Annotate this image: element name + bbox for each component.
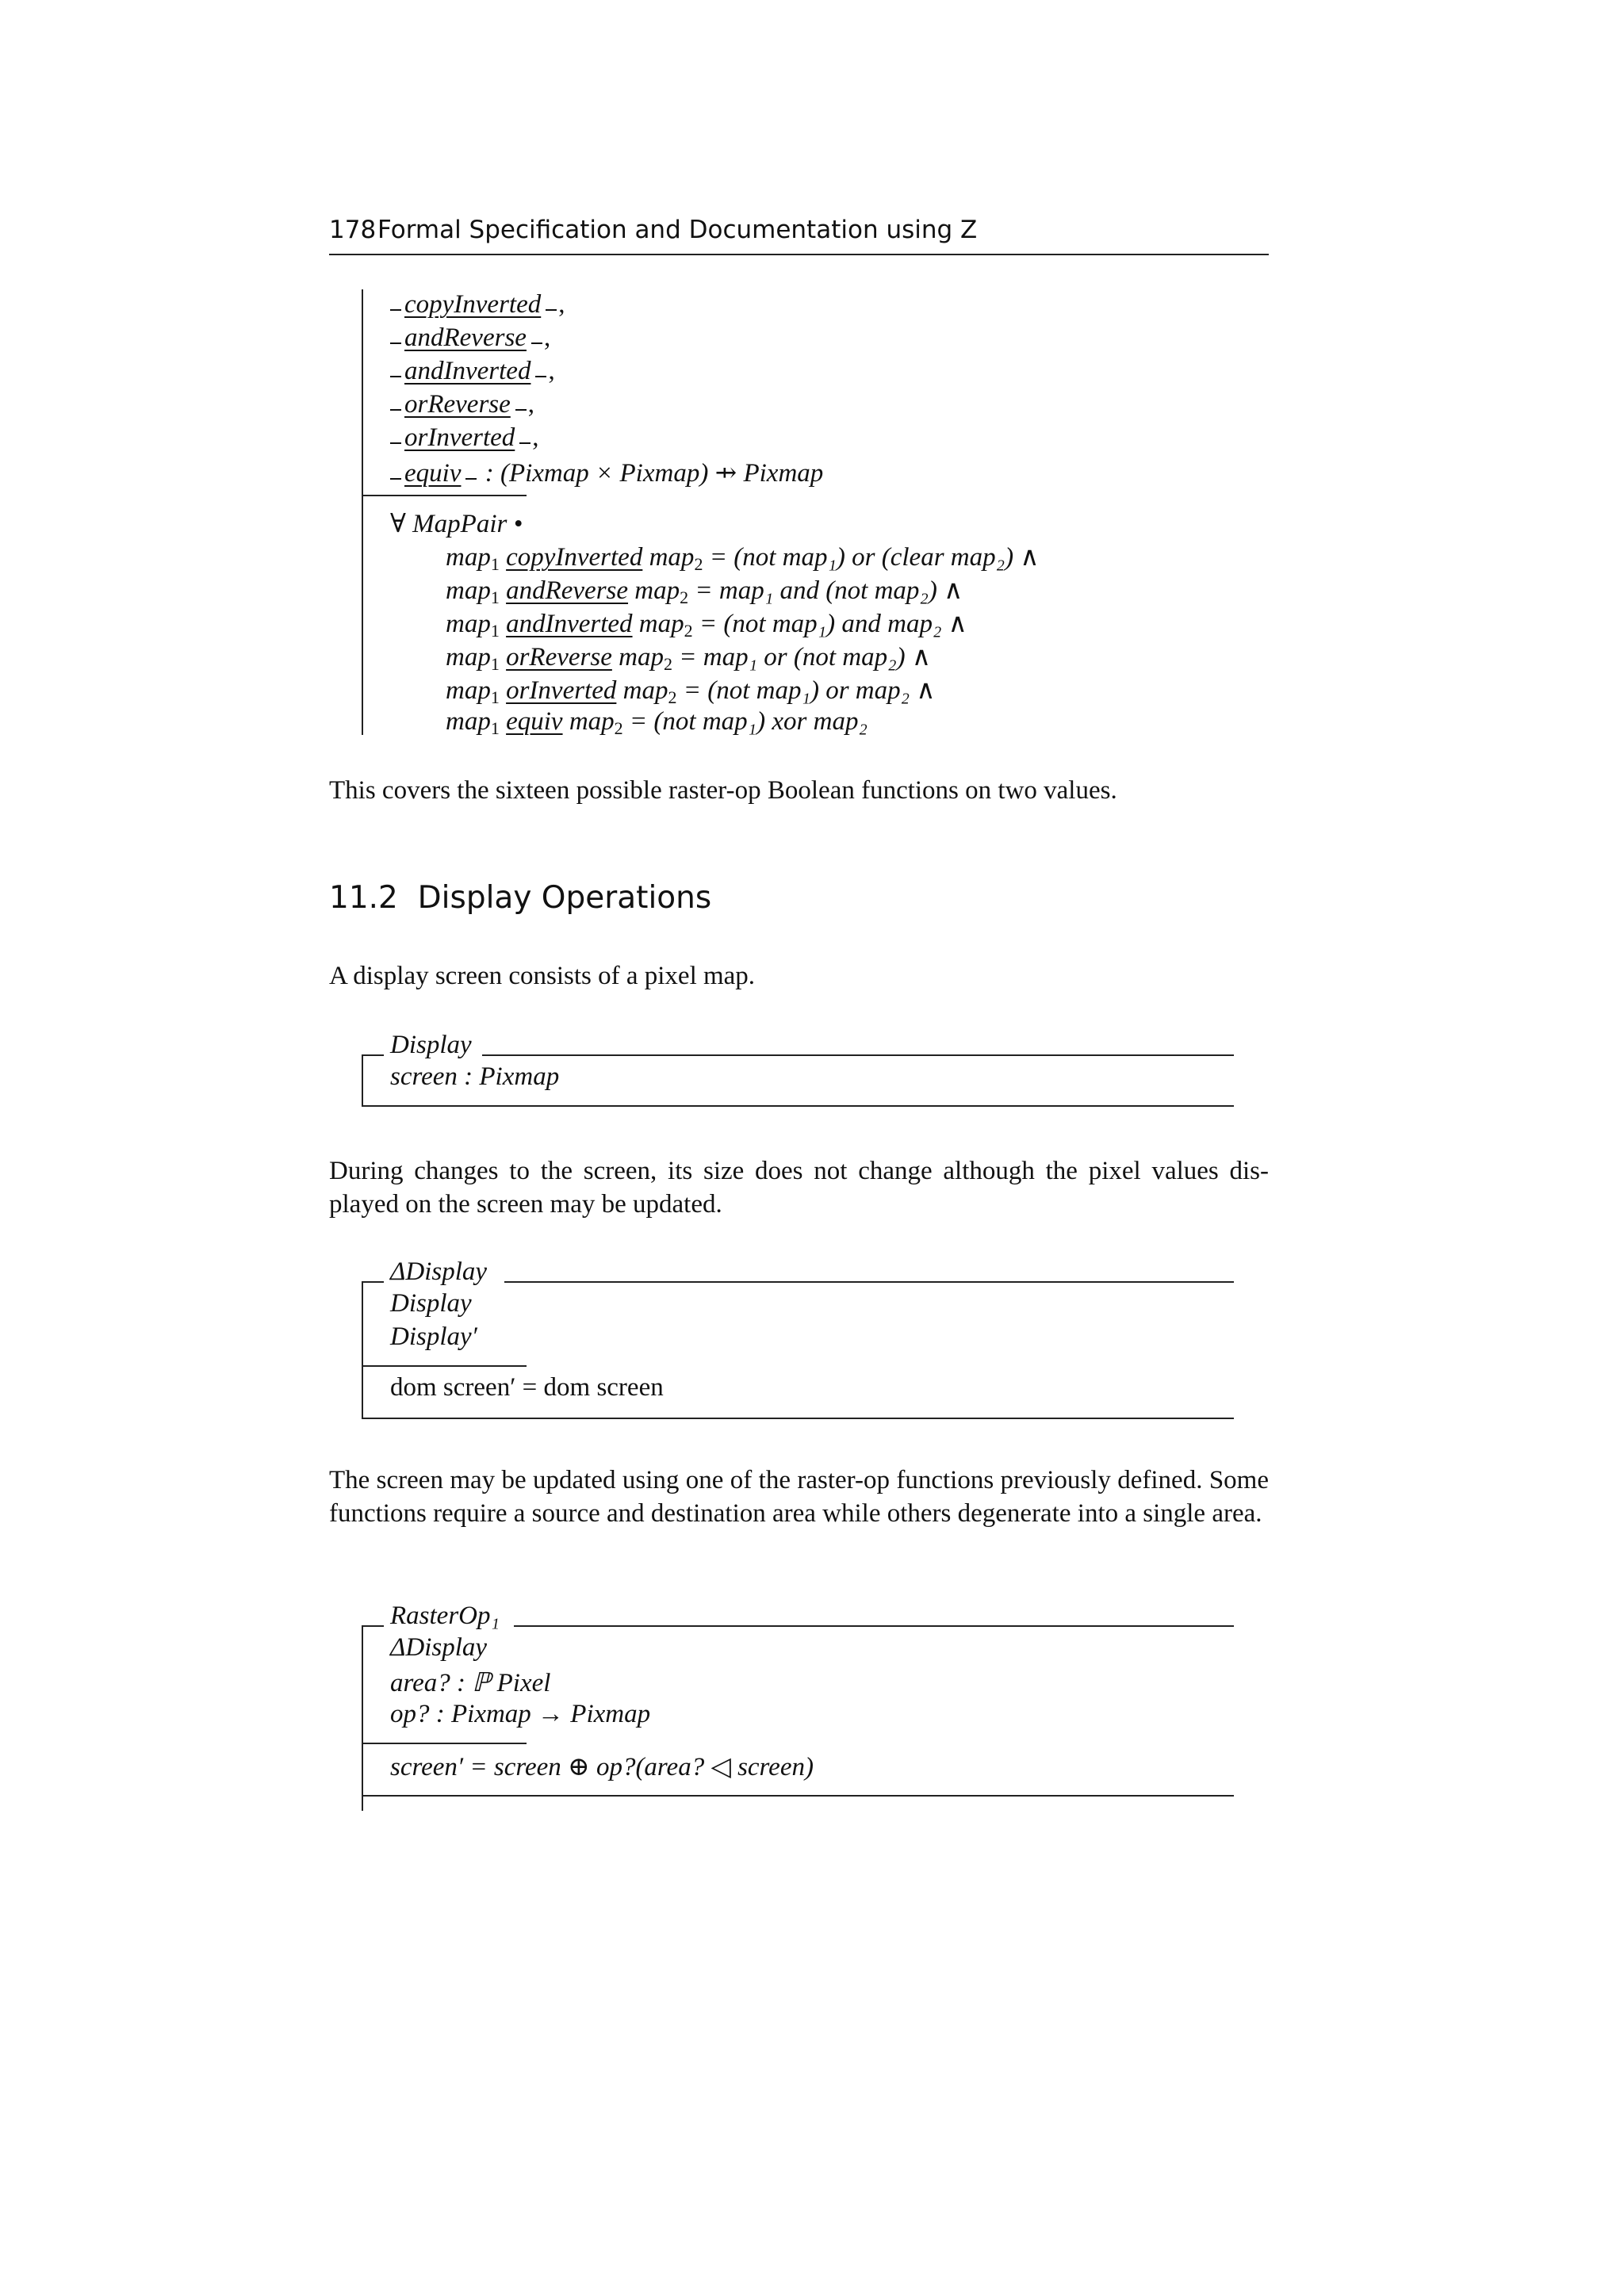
predicate-line: map$_1$ andInverted map$_2$ = (not map₁) and map₂ ∧ [446,610,967,641]
decl-line: andReverse , [390,323,550,353]
paragraph: During changes to the screen, its size does not change although the pixel values dis-played on the screen may be updated. [329,1157,1269,1219]
schema-decl: screen : Pixmap [390,1062,560,1091]
running-title: Formal Specification and Documentation using Z [377,216,978,244]
axdef-left-rule [362,289,363,735]
schema-decl: op? : Pixmap → Pixmap [390,1700,651,1728]
predicate-line: map$_1$ andReverse map$_2$ = map₁ and (not map₂) ∧ [446,576,963,607]
predicate-line: map$_1$ orReverse map$_2$ = map₁ or (not map₂) ∧ [446,643,931,674]
decl-line: andInverted , [390,357,555,386]
section-title: Display Operations [417,880,712,916]
decl-line: orReverse , [390,390,534,419]
decl-line: equiv : (Pixmap × Pixmap) ⇸ Pixmap [390,457,823,488]
quantifier: ∀ MapPair • [390,510,523,538]
predicate-line: map$_1$ orInverted map$_2$ = (not map₁) or map₂ ∧ [446,676,936,707]
schema-decl: Display [390,1289,472,1318]
running-header [329,212,1269,255]
schema-name: RasterOp₁ [390,1601,500,1630]
schema-predicate: screen′ = screen ⊕ op?(area? ◁ screen) [390,1753,814,1781]
schema-delta-display [362,1257,1234,1424]
paragraph: This covers the sixteen possible raster-op Boolean functions on two values. [329,776,1117,805]
section-number: 11.2 [329,880,398,916]
schema-name: Display [390,1031,472,1059]
decl-line: orInverted , [390,423,539,453]
schema-decl: ΔDisplay [390,1633,488,1662]
schema-name: ΔDisplay [390,1257,488,1286]
page-number: 178 [329,216,377,244]
schema-rasterop1 [362,1601,1234,1800]
paragraph: A display screen consists of a pixel map. [329,962,756,990]
schema-display [362,1031,1234,1110]
predicate-line: map$_1$ copyInverted map$_2$ = (not map₁) or (clear map₂) ∧ [446,543,1040,574]
decl-line: copyInverted , [390,290,565,320]
schema-decl: area? : ℙ Pixel [390,1669,551,1697]
section-heading [329,880,711,916]
schema-predicate: dom screen′ = dom screen [390,1373,664,1402]
decl-type: : (Pixmap × Pixmap) ⇸ Pixmap [485,459,824,488]
predicate-line: map$_1$ equiv map$_2$ = (not map₁) xor map₂ [446,707,868,738]
paragraph: The screen may be updated using one of the raster-op functions previously defined. Some functions require a source and destination area while others degenerate into a single area. [329,1466,1269,1528]
axdef-divider [362,495,527,496]
schema-decl: Display′ [390,1322,477,1351]
